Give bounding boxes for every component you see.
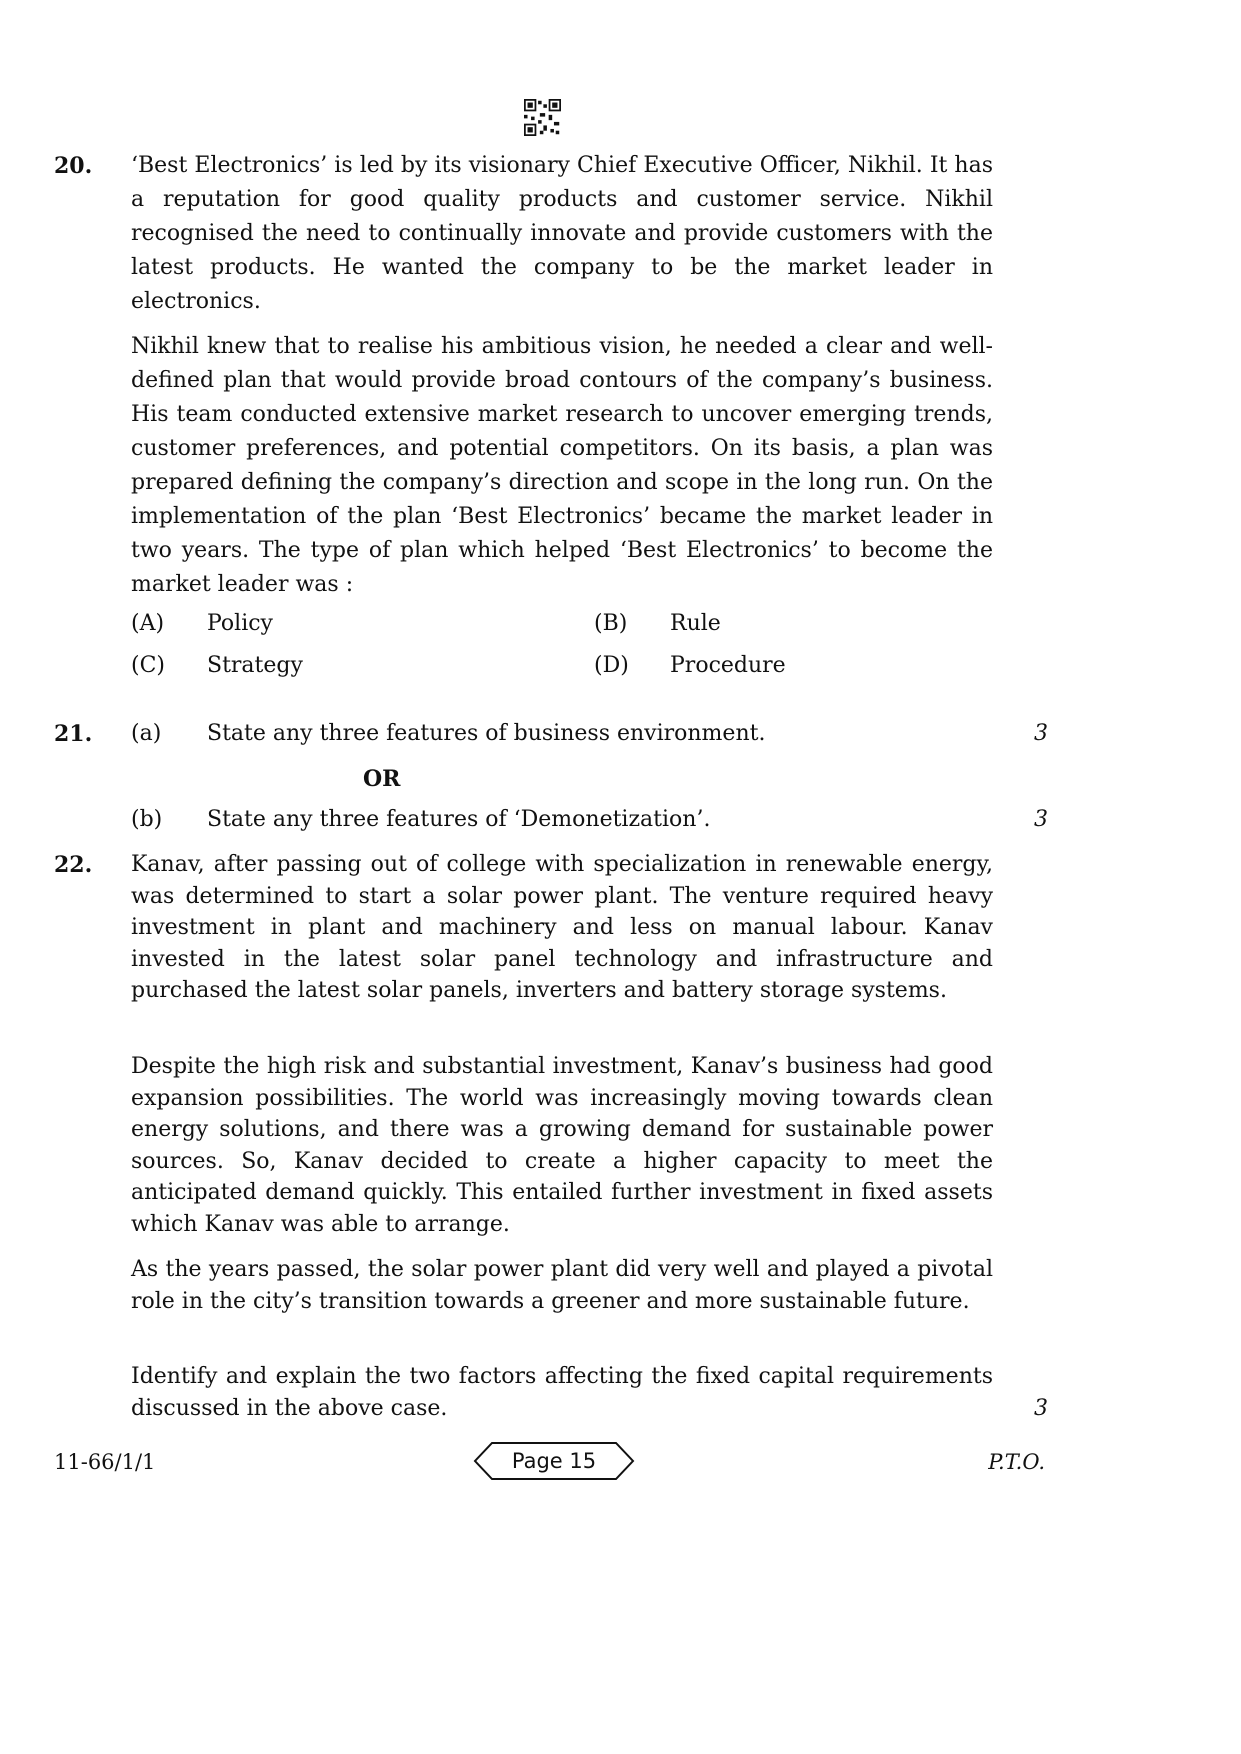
option-a-letter: (A) (131, 611, 165, 636)
part-b-text: State any three features of ‘Demonetization’. (207, 807, 711, 832)
question-22-paragraph-1: Kanav, after passing out of college with specialization in renewable energy, was determined to start a solar power plant. The venture required heavy investment in plant and machinery and less on manual labour. Kanav invested in the latest solar panel technology and infrastructure and purchased the latest solar panels, inverters and battery storage systems. (131, 852, 993, 1004)
question-22-paragraph-4: Identify and explain the two factors affecting the fixed capital requirements discussed in the above case. (131, 1364, 993, 1421)
question-22-paragraph-2: Despite the high risk and substantial investment, Kanav’s business had good expansion possibilities. The world was increasingly moving towards clean energy solutions, and there was a growing demand for sustainable power sources. So, Kanav decided to create a higher capacity to meet the anticipated demand quickly. This entailed further investment in fixed assets which Kanav was able to arrange. (131, 1054, 993, 1237)
option-b-text: Rule (670, 611, 721, 636)
question-20-number: 20. (54, 153, 93, 179)
option-d-text: Procedure (670, 653, 786, 678)
page-number: Page 15 (511, 1449, 597, 1473)
question-21-number: 21. (54, 721, 93, 747)
question-22-marks: 3 (1034, 1396, 1048, 1421)
qr-code-icon (524, 99, 561, 136)
paper-code: 11-66/1/1 (54, 1450, 156, 1474)
pto-label: P.T.O. (988, 1450, 1045, 1474)
question-20-paragraph-2: Nikhil knew that to realise his ambitious vision, he needed a clear and well-defined plan that would provide broad contours of the company’s business. His team conducted extensive market research to uncover emerging trends, customer preferences, and potential competitors. On its basis, a plan was prepared defining the company’s direction and scope in the long run. On the implementation of the plan ‘Best Electronics’ became the market leader in two years. The type of plan which helped ‘Best Electronics’ to become the market leader was : (131, 334, 993, 597)
part-a-label: (a) (131, 721, 162, 746)
option-d-letter: (D) (594, 653, 629, 678)
option-c-letter: (C) (131, 653, 165, 678)
option-a-text: Policy (207, 611, 273, 636)
page-number-badge (472, 1440, 636, 1482)
question-22-number: 22. (54, 852, 93, 878)
or-separator: OR (363, 766, 401, 792)
option-b-letter: (B) (594, 611, 628, 636)
question-20-paragraph-1: ‘Best Electronics’ is led by its visionary Chief Executive Officer, Nikhil. It has a reputation for good quality products and customer service. Nikhil recognised the need to continually innovate and provide customers with the latest products. He wanted the company to be the market leader in electronics. (131, 153, 993, 314)
question-21b-marks: 3 (1034, 807, 1048, 832)
part-a-text: State any three features of business environment. (207, 721, 766, 746)
question-22-paragraph-3: As the years passed, the solar power plant did very well and played a pivotal role in the city’s transition towards a greener and more sustainable future. (131, 1257, 993, 1314)
question-21a-marks: 3 (1034, 721, 1048, 746)
option-c-text: Strategy (207, 653, 303, 678)
part-b-label: (b) (131, 807, 163, 832)
